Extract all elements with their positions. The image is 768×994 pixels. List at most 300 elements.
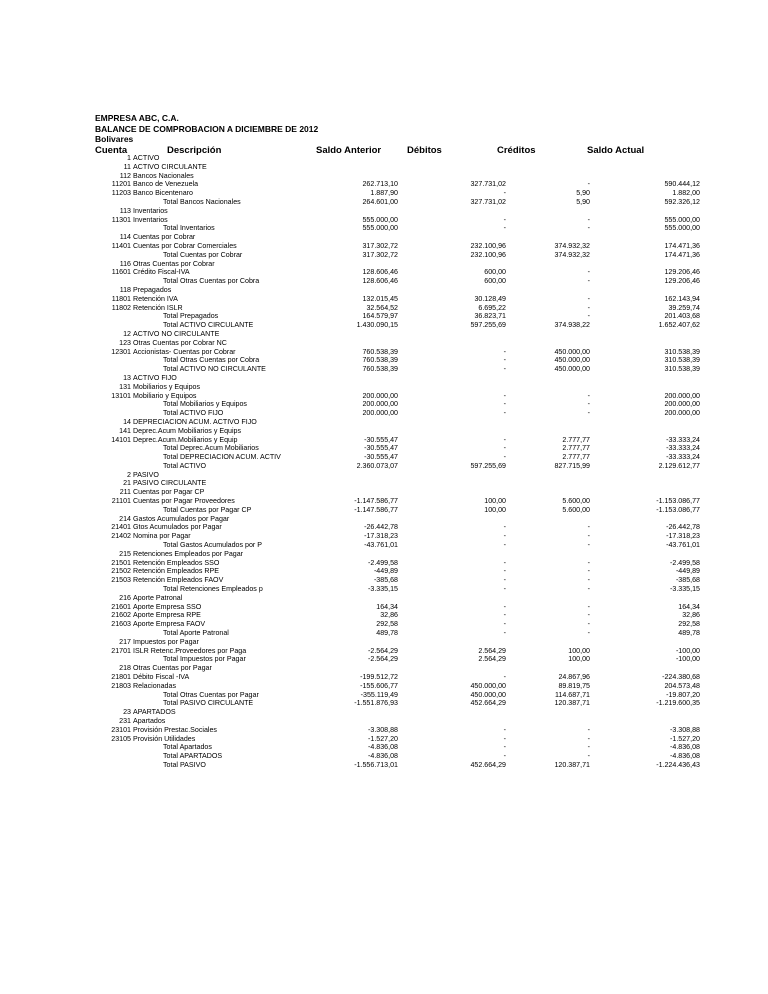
table-row xyxy=(0,506,768,515)
account-description: Otras Cuentas por Cobrar xyxy=(133,259,215,268)
account-description: Total Cuentas por Pagar CP xyxy=(163,505,252,514)
saldo-anterior-cell: 760.538,39 xyxy=(362,365,398,374)
account-description: Total Retenciones Empleados p xyxy=(163,585,263,594)
saldo-anterior-cell: 262.713,10 xyxy=(362,180,398,189)
debitos-cell: - xyxy=(503,356,506,365)
creditos-cell: 5,90 xyxy=(576,197,590,206)
creditos-cell: - xyxy=(587,400,590,409)
account-code: 21502 xyxy=(111,567,131,576)
debitos-cell: - xyxy=(503,400,506,409)
debitos-cell: 452.664,29 xyxy=(470,760,506,769)
table-row xyxy=(0,726,768,735)
saldo-anterior-cell: 489,78 xyxy=(376,629,398,638)
table-row xyxy=(0,418,768,427)
table-row xyxy=(0,594,768,603)
saldo-anterior-cell: -385,68 xyxy=(373,576,398,585)
saldo-anterior-cell: 264.601,00 xyxy=(362,197,398,206)
saldo-actual-cell: 592.326,12 xyxy=(664,197,700,206)
account-description: ISLR Retenc.Proveedores por Paga xyxy=(133,646,247,655)
debitos-cell: 600,00 xyxy=(484,268,506,277)
table-row xyxy=(0,242,768,251)
account-code: 113 xyxy=(119,206,131,215)
account-code: 216 xyxy=(119,593,131,602)
account-code: 21501 xyxy=(111,558,131,567)
saldo-actual-cell: 292,58 xyxy=(678,620,700,629)
saldo-anterior-cell: 760.538,39 xyxy=(362,347,398,356)
account-code: 21 xyxy=(123,479,131,488)
debitos-cell: - xyxy=(503,620,506,629)
table-row xyxy=(0,629,768,638)
saldo-anterior-cell: -30.555,47 xyxy=(364,453,398,462)
debitos-cell: - xyxy=(503,365,506,374)
saldo-actual-cell: -43.761,01 xyxy=(666,541,700,550)
saldo-anterior-cell: 760.538,39 xyxy=(362,356,398,365)
creditos-cell: - xyxy=(587,725,590,734)
creditos-cell: - xyxy=(587,391,590,400)
table-row xyxy=(0,189,768,198)
saldo-anterior-cell: 200.000,00 xyxy=(362,391,398,400)
account-code: 11301 xyxy=(111,215,131,224)
debitos-cell: - xyxy=(503,567,506,576)
table-row xyxy=(0,392,768,401)
table-row xyxy=(0,400,768,409)
account-code: 215 xyxy=(119,549,131,558)
table-row xyxy=(0,339,768,348)
saldo-actual-cell: -100,00 xyxy=(675,655,700,664)
account-description: Cuentas por Pagar CP xyxy=(133,488,205,497)
saldo-actual-cell: -1.153.086,77 xyxy=(656,505,700,514)
debitos-cell: 2.564,29 xyxy=(478,655,506,664)
column-header-debitos: Débitos xyxy=(407,145,442,156)
debitos-cell: - xyxy=(503,532,506,541)
saldo-actual-cell: -100,00 xyxy=(675,646,700,655)
saldo-anterior-cell: -1.551.876,93 xyxy=(354,699,398,708)
account-code: 11802 xyxy=(111,303,131,312)
creditos-cell: 374.932,32 xyxy=(554,241,590,250)
creditos-cell: 24.867,96 xyxy=(558,673,590,682)
account-description: Total Otras Cuentas por Cobra xyxy=(163,356,260,365)
debitos-cell: 450.000,00 xyxy=(470,690,506,699)
account-description: Gtos Acumulados por Pagar xyxy=(133,523,222,532)
creditos-cell: 120.387,71 xyxy=(554,699,590,708)
saldo-anterior-cell: -449,89 xyxy=(373,567,398,576)
saldo-actual-cell: 1.882,00 xyxy=(672,189,700,198)
creditos-cell: - xyxy=(587,409,590,418)
account-code: 21602 xyxy=(111,611,131,620)
account-description: Total ACTIVO FIJO xyxy=(163,409,224,418)
saldo-anterior-cell: -26.442,78 xyxy=(364,523,398,532)
creditos-cell: - xyxy=(587,585,590,594)
saldo-actual-cell: 590.444,12 xyxy=(664,180,700,189)
creditos-cell: - xyxy=(587,541,590,550)
table-row xyxy=(0,559,768,568)
column-header-cuenta: Cuenta xyxy=(95,145,128,156)
creditos-cell: - xyxy=(587,734,590,743)
account-description: Deprec.Acum Mobiliarios y Equips xyxy=(133,426,242,435)
table-row xyxy=(0,348,768,357)
account-code: 214 xyxy=(119,514,131,523)
table-row xyxy=(0,611,768,620)
debitos-cell: 450.000,00 xyxy=(470,681,506,690)
account-description: Prepagados xyxy=(133,285,172,294)
debitos-cell: - xyxy=(503,602,506,611)
account-code: 1 xyxy=(127,154,131,162)
saldo-actual-cell: -3.308,88 xyxy=(670,725,700,734)
account-description: Inventarios xyxy=(133,206,168,215)
account-code: 2 xyxy=(127,470,131,479)
saldo-anterior-cell: 317.302,72 xyxy=(362,241,398,250)
account-code: 21801 xyxy=(111,673,131,682)
saldo-actual-cell: 555.000,00 xyxy=(664,224,700,233)
account-description: Total Impuestos por Pagar xyxy=(163,655,246,664)
table-row xyxy=(0,260,768,269)
table-row xyxy=(0,436,768,445)
saldo-actual-cell: 310.538,39 xyxy=(664,356,700,365)
saldo-anterior-cell: 1.887,90 xyxy=(370,189,398,198)
account-description: Impuestos por Pagar xyxy=(133,637,199,646)
saldo-actual-cell: -1.527,20 xyxy=(670,734,700,743)
saldo-anterior-cell: 132.015,45 xyxy=(362,294,398,303)
saldo-anterior-cell: -199.512,72 xyxy=(360,673,398,682)
saldo-anterior-cell: 164,34 xyxy=(376,602,398,611)
account-code: 11801 xyxy=(111,294,131,303)
saldo-actual-cell: -449,89 xyxy=(675,567,700,576)
account-code: 131 xyxy=(119,382,131,391)
debitos-cell: 597.255,69 xyxy=(470,321,506,330)
saldo-actual-cell: -33.333,24 xyxy=(666,444,700,453)
table-row xyxy=(0,471,768,480)
creditos-cell: - xyxy=(587,620,590,629)
account-description: APARTADOS xyxy=(133,708,176,717)
account-description: Retención Empleados FAOV xyxy=(133,576,224,585)
saldo-anterior-cell: 128.606,46 xyxy=(362,277,398,286)
creditos-cell: 374.932,32 xyxy=(554,250,590,259)
saldo-actual-cell: 310.538,39 xyxy=(664,365,700,374)
creditos-cell: 5.600,00 xyxy=(562,497,590,506)
table-row xyxy=(0,532,768,541)
saldo-actual-cell: 162.143,94 xyxy=(664,294,700,303)
table-row xyxy=(0,233,768,242)
saldo-anterior-cell: 292,58 xyxy=(376,620,398,629)
account-description: Total PASIVO CIRCULANTE xyxy=(163,699,254,708)
saldo-anterior-cell: -1.147.586,77 xyxy=(354,505,398,514)
account-description: Aporte Empresa SSO xyxy=(133,602,202,611)
account-description: Débito Fiscal -IVA xyxy=(133,673,190,682)
account-code: 211 xyxy=(119,488,131,497)
table-row xyxy=(0,735,768,744)
debitos-cell: - xyxy=(503,743,506,752)
account-description: Retención Empleados RPE xyxy=(133,567,219,576)
report-title: BALANCE DE COMPROBACION A DICIEMBRE DE 2012 xyxy=(95,124,319,134)
creditos-cell: - xyxy=(587,567,590,576)
saldo-actual-cell: -385,68 xyxy=(675,576,700,585)
debitos-cell: 232.100,96 xyxy=(470,250,506,259)
account-description: Accionistas- Cuentas por Cobrar xyxy=(133,347,236,356)
account-description: PASIVO xyxy=(133,470,159,479)
account-description: Deprec.Acum.Mobiliarios y Equip xyxy=(133,435,238,444)
creditos-cell: 827.715,99 xyxy=(554,461,590,470)
table-row xyxy=(0,286,768,295)
saldo-anterior-cell: 128.606,46 xyxy=(362,268,398,277)
account-description: Crédito Fiscal-IVA xyxy=(133,268,190,277)
saldo-anterior-cell: 164.579,97 xyxy=(362,312,398,321)
creditos-cell: - xyxy=(587,523,590,532)
debitos-cell: 2.564,29 xyxy=(478,646,506,655)
saldo-anterior-cell: -43.761,01 xyxy=(364,541,398,550)
account-description: Total Bancos Nacionales xyxy=(163,197,241,206)
table-row xyxy=(0,427,768,436)
table-row xyxy=(0,383,768,392)
saldo-actual-cell: -19.807,20 xyxy=(666,690,700,699)
debitos-cell: - xyxy=(503,189,506,198)
account-description: Inventarios xyxy=(133,215,168,224)
saldo-anterior-cell: -17.318,23 xyxy=(364,532,398,541)
saldo-anterior-cell: -355.119,49 xyxy=(360,690,398,699)
creditos-cell: - xyxy=(587,602,590,611)
table-row xyxy=(0,655,768,664)
debitos-cell: - xyxy=(503,752,506,761)
account-description: Total Aporte Patronal xyxy=(163,629,229,638)
creditos-cell: 100,00 xyxy=(568,646,590,655)
account-description: PASIVO CIRCULANTE xyxy=(133,479,207,488)
account-code: 118 xyxy=(119,285,131,294)
account-description: Total Cuentas por Cobrar xyxy=(163,250,243,259)
table-row xyxy=(0,479,768,488)
account-code: 23101 xyxy=(111,725,131,734)
account-description: ACTIVO FIJO xyxy=(133,373,177,382)
account-code: 21803 xyxy=(111,681,131,690)
debitos-cell: - xyxy=(503,224,506,233)
saldo-actual-cell: 164,34 xyxy=(678,602,700,611)
table-row xyxy=(0,488,768,497)
table-row xyxy=(0,216,768,225)
account-code: 21603 xyxy=(111,620,131,629)
account-description: ACTIVO xyxy=(133,154,160,162)
table-row xyxy=(0,321,768,330)
debitos-cell: - xyxy=(503,215,506,224)
account-description: Total APARTADOS xyxy=(163,752,223,761)
saldo-anterior-cell: -30.555,47 xyxy=(364,444,398,453)
account-code: 21101 xyxy=(111,497,131,506)
account-description: Mobiliarios y Equipos xyxy=(133,382,201,391)
account-description: Mobiliario y Equipos xyxy=(133,391,197,400)
table-row xyxy=(0,312,768,321)
account-description: Total Inventarios xyxy=(163,224,215,233)
creditos-cell: - xyxy=(587,180,590,189)
account-description: Aporte Patronal xyxy=(133,593,183,602)
table-row xyxy=(0,304,768,313)
creditos-cell: 2.777,77 xyxy=(562,435,590,444)
account-description: Total Deprec.Acum Mobiliarios xyxy=(163,444,259,453)
column-header-descripcion: Descripción xyxy=(167,145,222,156)
debitos-cell: 232.100,96 xyxy=(470,241,506,250)
debitos-cell: 452.664,29 xyxy=(470,699,506,708)
debitos-cell: 327.731,02 xyxy=(470,180,506,189)
creditos-cell: 114.687,71 xyxy=(555,690,590,699)
saldo-actual-cell: 174.471,36 xyxy=(664,250,700,259)
debitos-cell: 327.731,02 xyxy=(470,197,506,206)
table-row xyxy=(0,154,768,163)
account-description: Provisión Prestac.Sociales xyxy=(133,725,217,734)
debitos-cell: - xyxy=(503,347,506,356)
saldo-actual-cell: -2.499,58 xyxy=(670,558,700,567)
saldo-actual-cell: -1.219.600,35 xyxy=(656,699,700,708)
saldo-actual-cell: 32,86 xyxy=(682,611,700,620)
creditos-cell: 89.819,75 xyxy=(558,681,590,690)
saldo-actual-cell: 555.000,00 xyxy=(664,215,700,224)
table-row xyxy=(0,550,768,559)
debitos-cell: 597.255,69 xyxy=(470,461,506,470)
saldo-anterior-cell: -1.556.713,01 xyxy=(354,760,398,769)
saldo-anterior-cell: 200.000,00 xyxy=(362,400,398,409)
debitos-cell: - xyxy=(503,725,506,734)
account-description: ACTIVO NO CIRCULANTE xyxy=(133,329,220,338)
saldo-anterior-cell: -4.836,08 xyxy=(368,743,398,752)
creditos-cell: - xyxy=(587,752,590,761)
debitos-cell: 30.128,49 xyxy=(474,294,506,303)
table-row xyxy=(0,523,768,532)
account-description: Total Apartados xyxy=(163,743,212,752)
debitos-cell: - xyxy=(503,558,506,567)
account-code: 116 xyxy=(119,259,131,268)
table-row xyxy=(0,682,768,691)
account-code: 14 xyxy=(123,417,131,426)
account-code: 13101 xyxy=(111,391,131,400)
saldo-anterior-cell: -155.606,77 xyxy=(360,681,398,690)
table-row xyxy=(0,163,768,172)
saldo-actual-cell: -33.333,24 xyxy=(666,435,700,444)
account-description: Otras Cuentas por Cobrar NC xyxy=(133,338,227,347)
account-code: 112 xyxy=(119,171,131,180)
table-row xyxy=(0,462,768,471)
saldo-actual-cell: -26.442,78 xyxy=(666,523,700,532)
creditos-cell: 450.000,00 xyxy=(554,347,590,356)
account-code: 123 xyxy=(119,338,131,347)
debitos-cell: 6.695,22 xyxy=(478,303,506,312)
account-description: Otras Cuentas por Pagar xyxy=(133,664,212,673)
saldo-actual-cell: 200.000,00 xyxy=(664,409,700,418)
table-row xyxy=(0,453,768,462)
account-code: 21503 xyxy=(111,576,131,585)
account-description: Total PASIVO xyxy=(163,760,206,769)
table-row xyxy=(0,365,768,374)
creditos-cell: 5,90 xyxy=(576,189,590,198)
saldo-anterior-cell: 317.302,72 xyxy=(362,250,398,259)
table-row xyxy=(0,603,768,612)
table-row xyxy=(0,576,768,585)
account-code: 23105 xyxy=(111,734,131,743)
currency-label: Bolivares xyxy=(95,134,134,144)
account-code: 231 xyxy=(119,717,131,725)
creditos-cell: 100,00 xyxy=(568,655,590,664)
balance-table xyxy=(0,154,768,770)
account-description: Total DEPRECIACION ACUM. ACTIV xyxy=(163,453,281,462)
creditos-cell: - xyxy=(587,277,590,286)
account-code: 21402 xyxy=(111,532,131,541)
table-row xyxy=(0,497,768,506)
table-row xyxy=(0,691,768,700)
table-row xyxy=(0,620,768,629)
table-row xyxy=(0,638,768,647)
table-row xyxy=(0,647,768,656)
debitos-cell: - xyxy=(503,444,506,453)
saldo-actual-cell: 204.573,48 xyxy=(664,681,700,690)
creditos-cell: - xyxy=(587,532,590,541)
account-code: 11401 xyxy=(111,241,131,250)
saldo-actual-cell: -1.224.436,43 xyxy=(656,760,700,769)
account-description: Total Mobiliarios y Equipos xyxy=(163,400,247,409)
debitos-cell: 36.823,71 xyxy=(474,312,506,321)
account-code: 21701 xyxy=(111,646,131,655)
saldo-actual-cell: -1.153.086,77 xyxy=(656,497,700,506)
saldo-actual-cell: 2.129.612,77 xyxy=(658,461,700,470)
saldo-actual-cell: -33.333,24 xyxy=(666,453,700,462)
saldo-actual-cell: 489,78 xyxy=(678,629,700,638)
debitos-cell: - xyxy=(503,611,506,620)
saldo-anterior-cell: 200.000,00 xyxy=(362,409,398,418)
creditos-cell: 374.938,22 xyxy=(554,321,590,330)
table-row xyxy=(0,251,768,260)
creditos-cell: - xyxy=(587,576,590,585)
table-row xyxy=(0,444,768,453)
account-code: 11601 xyxy=(111,268,131,277)
account-description: DEPRECIACION ACUM. ACTIVO FIJO xyxy=(133,417,257,426)
saldo-anterior-cell: 32.564,52 xyxy=(366,303,398,312)
table-row xyxy=(0,743,768,752)
saldo-anterior-cell: 555.000,00 xyxy=(362,215,398,224)
saldo-actual-cell: 174.471,36 xyxy=(664,241,700,250)
account-description: Provisión Utilidades xyxy=(133,734,196,743)
account-description: Retenciones Empleados por Pagar xyxy=(133,549,244,558)
table-row xyxy=(0,198,768,207)
account-code: 11203 xyxy=(111,189,131,198)
saldo-actual-cell: -224.380,68 xyxy=(662,673,700,682)
account-code: 13 xyxy=(123,373,131,382)
debitos-cell: - xyxy=(503,523,506,532)
account-description: Cuentas por Cobrar Comerciales xyxy=(133,241,237,250)
creditos-cell: - xyxy=(587,312,590,321)
table-row xyxy=(0,567,768,576)
creditos-cell: - xyxy=(587,215,590,224)
column-header-saldo-actual: Saldo Actual xyxy=(587,145,645,156)
account-code: 21601 xyxy=(111,602,131,611)
debitos-cell: 100,00 xyxy=(484,505,506,514)
saldo-anterior-cell: 2.360.073,07 xyxy=(356,461,398,470)
saldo-actual-cell: -3.335,15 xyxy=(670,585,700,594)
saldo-actual-cell: 129.206,46 xyxy=(664,268,700,277)
creditos-cell: 2.777,77 xyxy=(562,453,590,462)
account-description: Banco Bicentenaro xyxy=(133,189,193,198)
account-code: 218 xyxy=(119,664,131,673)
table-row xyxy=(0,224,768,233)
table-row xyxy=(0,717,768,726)
account-code: 23 xyxy=(123,708,131,717)
creditos-cell: - xyxy=(587,294,590,303)
account-code: 14101 xyxy=(111,435,131,444)
saldo-actual-cell: 200.000,00 xyxy=(664,400,700,409)
debitos-cell: - xyxy=(503,734,506,743)
account-description: Bancos Nacionales xyxy=(133,171,194,180)
debitos-cell: - xyxy=(503,541,506,550)
table-row xyxy=(0,673,768,682)
saldo-actual-cell: -17.318,23 xyxy=(666,532,700,541)
company-name: EMPRESA ABC, C.A. xyxy=(95,113,179,123)
creditos-cell: - xyxy=(587,629,590,638)
account-code: 12301 xyxy=(111,347,131,356)
saldo-anterior-cell: -30.555,47 xyxy=(364,435,398,444)
debitos-cell: 600,00 xyxy=(484,277,506,286)
creditos-cell: - xyxy=(587,224,590,233)
